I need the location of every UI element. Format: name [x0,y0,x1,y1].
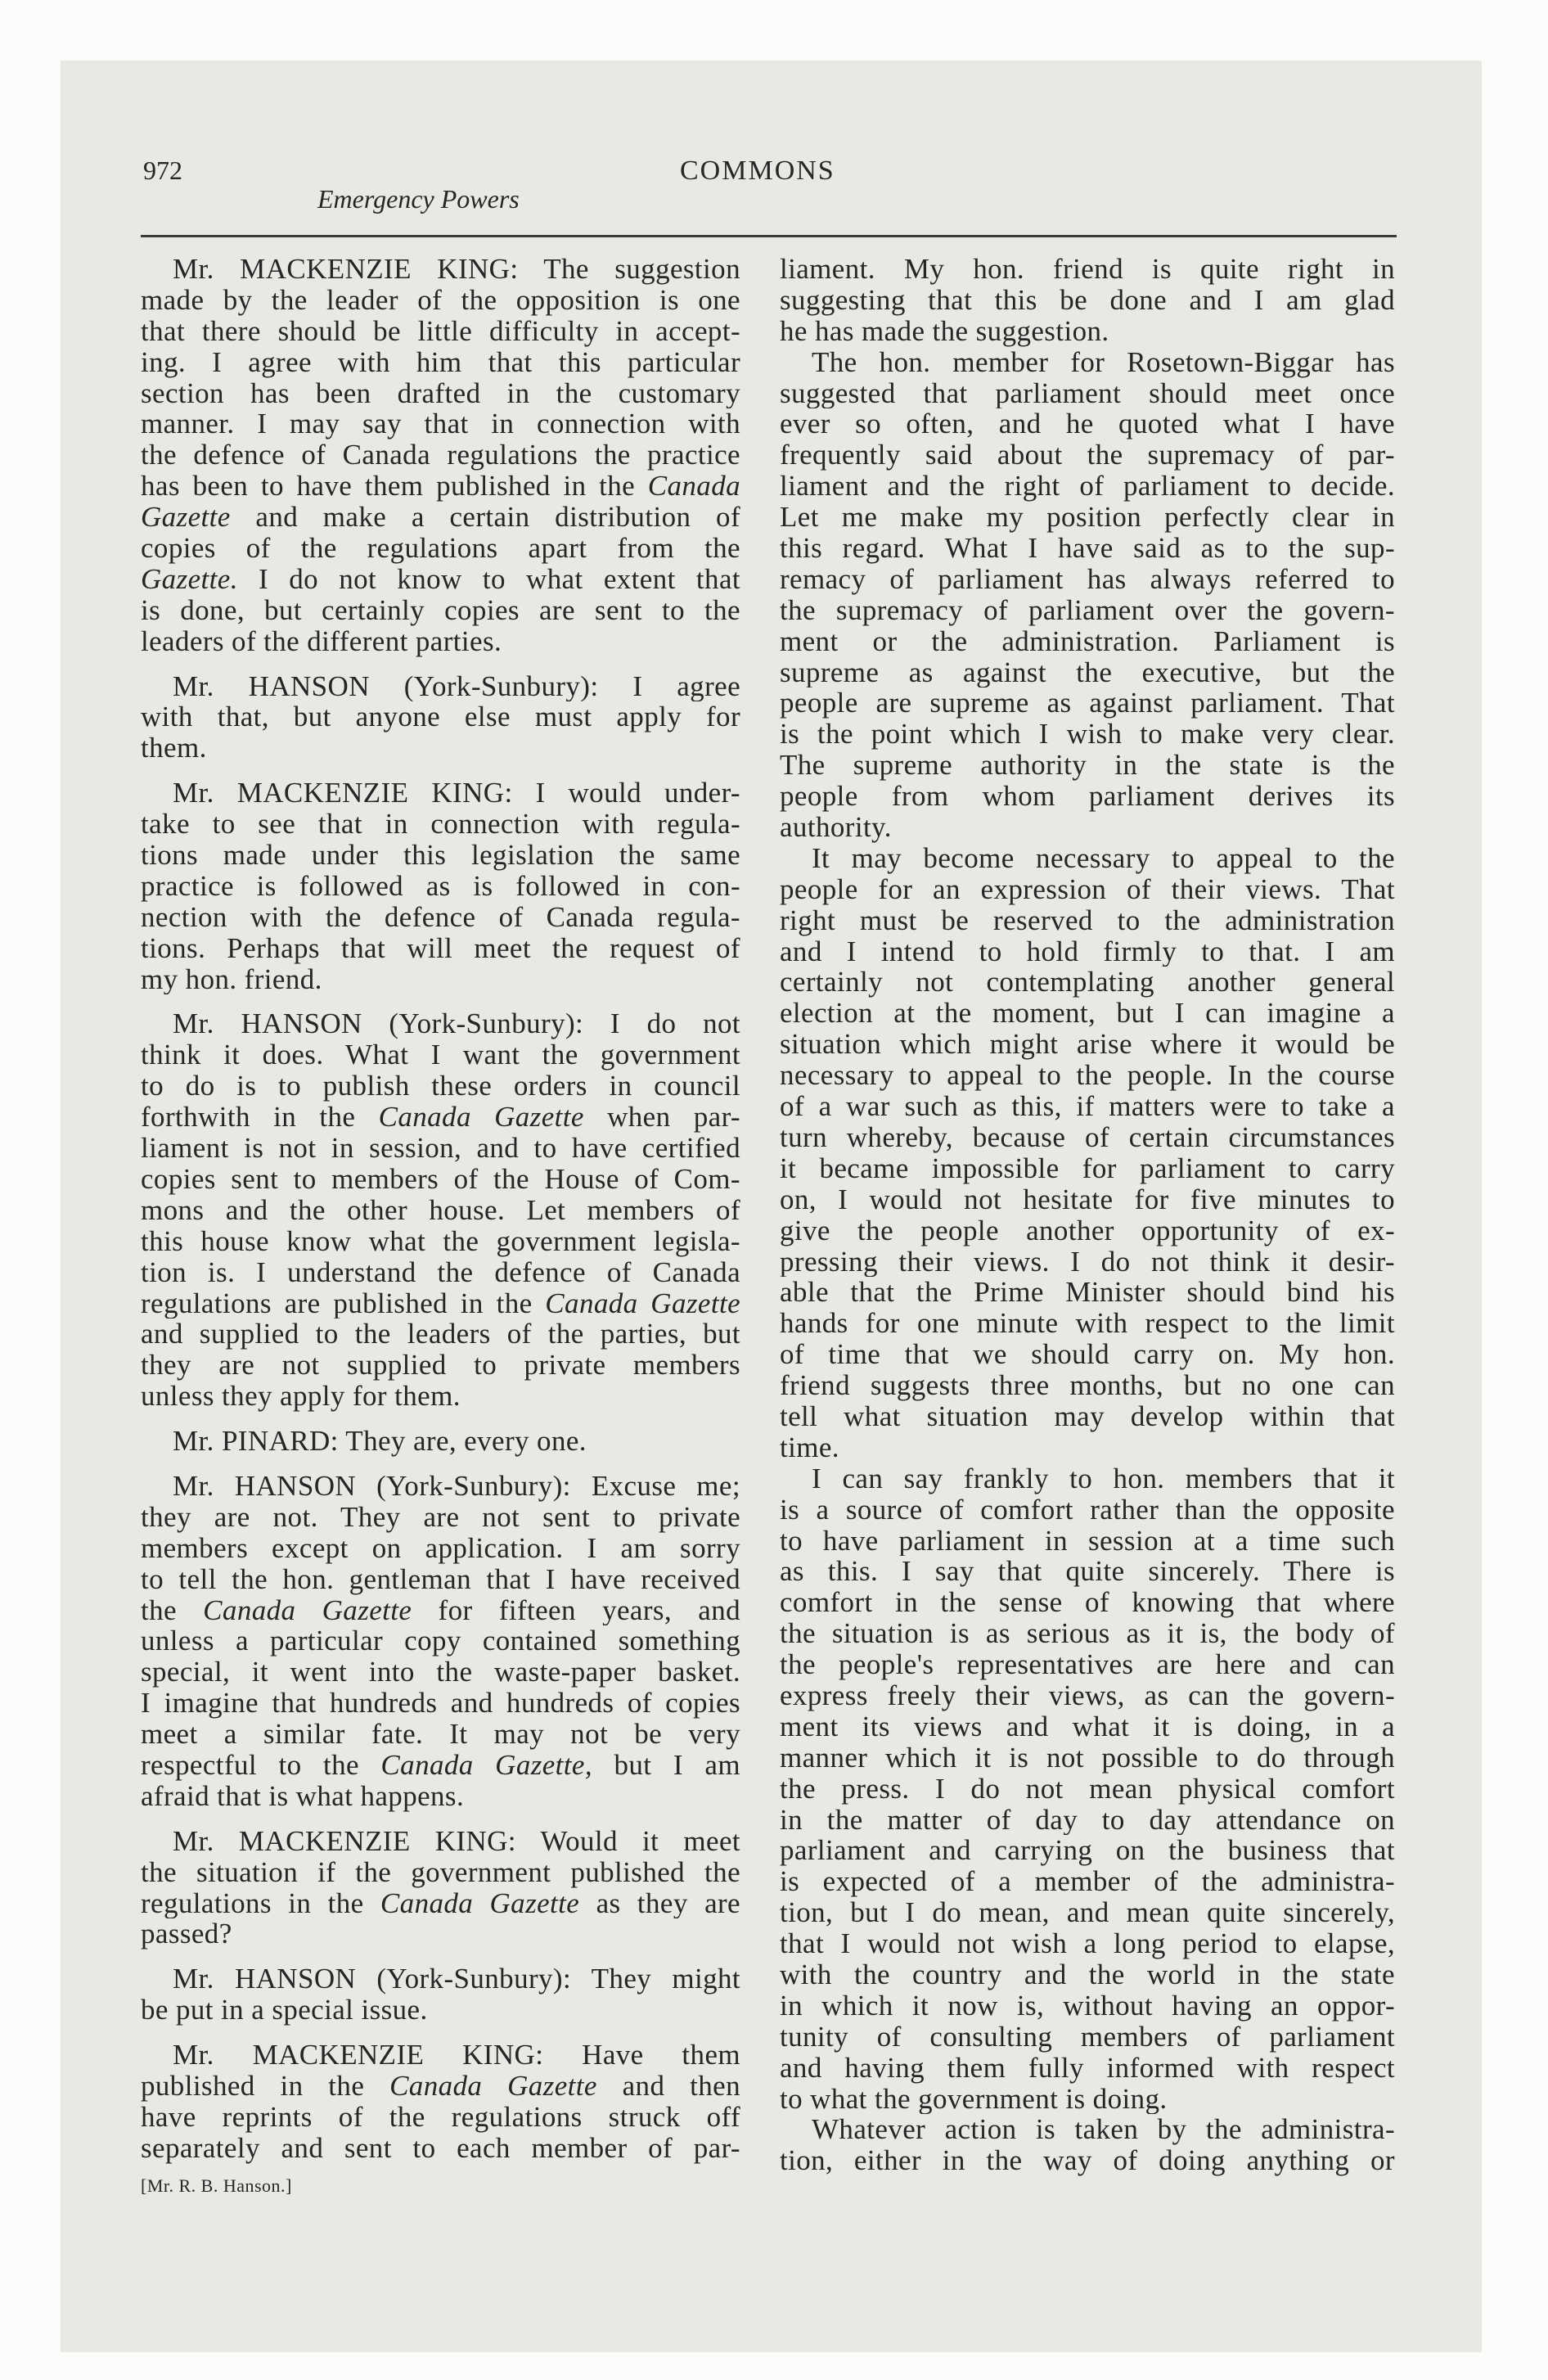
line-text: and then [596,2070,740,2102]
line-text: is a source of comfort rather than the opposite [780,1494,1395,1526]
line-text: It may become necessary to appeal to the [812,842,1395,874]
line-text: able that the Prime Minister should bind his [780,1277,1395,1309]
text-line [780,408,1395,439]
line-text: liament. My hon. friend is quite right in [780,254,1395,285]
text-line [780,1153,1395,1184]
line-text: forthwith in the [141,1102,379,1134]
line-text: regulations in the [141,1887,380,1919]
text-line [780,2114,1395,2145]
line-text: of a war such as this, if matters were to take a [780,1091,1395,1122]
line-text: express freely their views, as can the govern- [780,1679,1395,1711]
text-line [780,347,1395,378]
text-line [780,2022,1395,2053]
text-line [141,1318,740,1350]
line-text: I can say frankly to hon. members that it [812,1463,1395,1494]
line-text: of time that we should carry on. My hon. [780,1339,1395,1371]
text-line [141,1625,740,1657]
text-line [141,1719,740,1750]
text-line [780,1463,1395,1494]
line-text: comfort in the sense of knowing that where [780,1587,1395,1619]
line-text: the supremacy of parliament over the govern- [780,594,1395,626]
text-line [780,502,1395,533]
text-line [141,1502,740,1533]
text-line [141,1008,740,1039]
text-line [141,933,740,964]
line-text: take to see that in connection with regula- [141,809,740,841]
text-line [141,1226,740,1257]
text-line [780,1618,1395,1649]
line-text: on, I would not hesitate for five minutes to [780,1183,1395,1215]
text-line [141,809,740,840]
text-line [141,1288,740,1319]
line-text: members except on application. I am sorry [141,1532,740,1564]
line-text: and I intend to hold firmly to that. I am [780,935,1395,967]
line-text: tion, but I do mean, and mean quite sincerely, [780,1897,1395,1929]
text-line [780,254,1395,285]
text-line [141,502,740,533]
running-head: Emergency Powers [317,184,520,214]
text-line [780,1866,1395,1897]
speech-paragraph [141,671,740,764]
text-line [141,1426,740,1457]
line-text: them. [141,732,207,764]
text-line [780,285,1395,316]
speech-paragraph [141,2040,740,2164]
text-line [141,1350,740,1381]
speaker-name: Mr. HANSON (York-Sunbury): [173,1470,571,1502]
italic-text: Canada Gazette, [380,1749,593,1781]
speaker-name: Mr. PINARD: [173,1426,339,1457]
line-text: people for an expression of their views. That [780,873,1395,905]
text-line [780,874,1395,905]
text-line [780,378,1395,409]
line-text: The hon. member for Rosetown-Biggar has [812,346,1395,378]
line-text: tunity of consulting members of parliament [780,2021,1395,2053]
line-text: They are, every one. [345,1426,587,1457]
text-line [780,1742,1395,1774]
text-line [780,687,1395,719]
text-line [780,812,1395,843]
italic-text: Canada [647,471,740,503]
line-text: tion, either in the way of doing anything or [780,2145,1395,2177]
line-text: turn whereby, because of certain circumstances [780,1121,1395,1153]
line-text: give the people another opportunity of ex- [780,1215,1395,1246]
text-line [780,1494,1395,1526]
text-line [780,1401,1395,1432]
line-text: as this. I say that quite sincerely. There is [780,1556,1395,1588]
text-line [780,1897,1395,1928]
text-line [141,533,740,564]
line-text: manner. I may say that in connection with [141,408,740,440]
line-text: passed? [141,1918,232,1950]
line-text: tions made under this legislation the same [141,840,740,871]
text-line [141,1195,740,1226]
text-line [141,1133,740,1164]
line-text: tion is. I understand the defence of Canada [141,1256,740,1288]
line-text: as they are [579,1887,740,1919]
document-page [61,61,1482,2352]
text-line [780,2053,1395,2084]
text-line [780,1060,1395,1091]
line-text: liament is not in session, and to have certified [141,1133,740,1164]
line-text: manner which it is not possible to do through [780,1742,1395,1774]
text-line [780,1246,1395,1278]
paragraph [780,843,1395,1463]
text-line [141,626,740,657]
line-text: to have parliament in session at a time such [780,1525,1395,1557]
line-text: this regard. What I have said as to the sup- [780,533,1395,564]
line-text: that I would not wish a long period to elapse, [780,1928,1395,1959]
text-line [141,2071,740,2102]
line-text: special, it went into the waste-paper basket. [141,1657,740,1688]
line-text: They might [591,1963,740,1995]
text-line [141,1750,740,1781]
text-line [141,902,740,933]
line-text: but I am [592,1749,740,1781]
text-line [780,1277,1395,1308]
text-line [780,1680,1395,1711]
text-line [780,2145,1395,2176]
text-line [780,626,1395,657]
text-line [780,998,1395,1029]
line-text: nection with the defence of Canada regula- [141,901,740,933]
speech-paragraph [141,1471,740,1812]
text-line [780,843,1395,874]
line-text: frequently said about the supremacy of par- [780,439,1395,471]
text-line [141,1826,740,1857]
line-text: Have them [582,2040,740,2071]
line-text: my hon. friend. [141,963,322,995]
text-line [141,732,740,764]
line-text: and supplied to the leaders of the parties, but [141,1318,740,1350]
header-rule [141,235,1397,237]
text-line [780,905,1395,936]
line-text: with the country and the world in the state [780,1959,1395,1990]
speech-paragraph [141,1008,740,1412]
line-text: unless they apply for them. [141,1381,461,1413]
line-text: that there should be little difficulty in accept- [141,315,740,347]
text-line [141,778,740,809]
text-line [141,1781,740,1812]
text-line [141,316,740,347]
text-line [141,1657,740,1688]
text-line [780,1835,1395,1866]
text-line [780,1370,1395,1401]
text-line [141,1164,740,1195]
line-text: with that, but anyone else must apply for [141,701,740,733]
line-text: hands for one minute with respect to the limit [780,1308,1395,1340]
text-line [780,1339,1395,1370]
line-text: for fifteen years, and [412,1594,740,1626]
line-text: tions. Perhaps that will meet the request of [141,932,740,964]
text-line [780,1587,1395,1618]
line-text: they are not supplied to private members [141,1350,740,1382]
line-text: be put in a special issue. [141,1995,428,2026]
right-column [780,254,1395,2176]
line-text: they are not. They are not sent to private [141,1501,740,1533]
line-text: supreme as against the executive, but the [780,656,1395,688]
line-text: is done, but certainly copies are sent to the [141,594,740,626]
line-text: mons and the other house. Let members of [141,1194,740,1226]
line-text: situation which might arise where it would be [780,1029,1395,1061]
text-line [780,1959,1395,1990]
text-line [141,1888,740,1919]
text-line [141,1071,740,1102]
speech-paragraph [141,778,740,994]
text-line [141,840,740,871]
text-line [141,439,740,471]
speaker-name: Mr. HANSON (York-Sunbury): [173,1008,584,1040]
line-text: ing. I agree with him that this particular [141,346,740,378]
line-text: ever so often, and he quoted what I have [780,408,1395,440]
line-text: practice is followed as is followed in con- [141,870,740,902]
line-text: the press. I do not mean physical comfort [780,1773,1395,1805]
line-text: I would under- [535,778,740,809]
text-line [780,1184,1395,1215]
speech-paragraph [141,1826,740,1950]
text-line [780,2084,1395,2115]
text-line [141,1039,740,1071]
line-text: liament and the right of parliament to decide. [780,471,1395,503]
paragraph [780,1463,1395,2115]
text-line [780,1649,1395,1680]
italic-text: Canada Gazette [378,1102,584,1134]
line-text: in the matter of day to day attendance on [780,1804,1395,1836]
speaker-name: Mr. MACKENZIE KING: [173,254,519,285]
line-text: tell what situation may develop within that [780,1400,1395,1432]
paragraph [780,2114,1395,2176]
text-line [141,1257,740,1288]
line-text: The suggestion [543,254,740,285]
line-text: leaders of the different parties. [141,625,502,657]
line-text: I do not [610,1008,740,1040]
line-text: the people's representatives are here and can [780,1649,1395,1680]
text-line [780,750,1395,781]
text-line [780,1308,1395,1339]
text-line [780,781,1395,812]
line-text: this house know what the government legisla- [141,1225,740,1257]
line-text: right must be reserved to the administration [780,904,1395,936]
text-line [141,1688,740,1719]
text-line [141,1533,740,1564]
line-text: certainly not contemplating another general [780,967,1395,998]
text-line [141,701,740,732]
line-text: Would it meet [540,1825,740,1857]
line-text: and make a certain distribution of [230,502,740,534]
italic-text: Gazette. [141,563,238,595]
text-line [780,1556,1395,1587]
text-line [141,254,740,285]
speaker-name: Mr. MACKENZIE KING: [173,2040,544,2071]
speaker-name: Mr. MACKENZIE KING: [173,1825,516,1857]
line-text: copies of the regulations apart from the [141,533,740,564]
line-text: think it does. What I want the government [141,1039,740,1071]
text-line [141,964,740,995]
text-line [141,1102,740,1133]
line-text: afraid that is what happens. [141,1780,465,1812]
text-line [780,1122,1395,1153]
italic-text: Canada Gazette [203,1594,412,1626]
line-text: in which it now is, without having an oppor- [780,1990,1395,2022]
line-text: to what the government is doing. [780,2083,1168,2115]
line-text: made by the leader of the opposition is one [141,284,740,316]
italic-text: Canada Gazette [545,1287,740,1319]
italic-text: Gazette [141,502,231,534]
line-text: copies sent to members of the House of Com- [141,1163,740,1195]
speaker-name: Mr. HANSON (York-Sunbury): [173,1963,572,1995]
text-line [141,1564,740,1595]
text-line [780,1990,1395,2022]
paragraph [780,347,1395,843]
text-line [141,1857,740,1888]
line-text: The supreme authority in the state is the [780,750,1395,782]
speech-paragraph [141,254,740,657]
text-line [141,408,740,439]
line-text: Let me make my position perfectly clear in [780,502,1395,534]
line-text: published in the [141,2070,390,2102]
text-line [141,1995,740,2026]
line-text: Excuse me; [591,1470,740,1502]
text-line [780,595,1395,626]
text-line [780,439,1395,471]
line-text: I do not know to what extent that [237,563,740,595]
text-line [780,316,1395,347]
text-line [141,285,740,316]
page-number: 972 [143,156,182,185]
text-line [141,2133,740,2164]
text-line [780,719,1395,750]
text-line [780,1029,1395,1060]
text-line [141,347,740,378]
line-text: to tell the hon. gentleman that I have received [141,1563,740,1595]
line-text: election at the moment, but I can imagine a [780,998,1395,1030]
text-line [780,1526,1395,1557]
line-text: I imagine that hundreds and hundreds of copies [141,1688,740,1720]
speech-paragraph [141,1426,740,1457]
text-line [141,871,740,902]
line-text: when par- [583,1102,740,1134]
text-line [780,533,1395,564]
line-text: the situation is as serious as it is, the body of [780,1618,1395,1650]
page-title: COMMONS [680,156,835,186]
speech-paragraph [141,1963,740,2026]
text-line [780,471,1395,502]
line-text: ment or the administration. Parliament is [780,625,1395,657]
line-text: the situation if the government published the [141,1856,740,1888]
text-line [141,2102,740,2133]
line-text: section has been drafted in the customary [141,377,740,409]
line-text: suggested that parliament should meet once [780,377,1395,409]
text-line [780,564,1395,595]
text-line [141,1595,740,1626]
line-text: I agree [632,670,740,702]
text-line [141,378,740,409]
line-text: separately and sent to each member of par- [141,2132,740,2164]
line-text: the [141,1594,204,1626]
line-text: is the point which I wish to make very clear. [780,719,1395,751]
paragraph [780,254,1395,347]
text-line [780,1774,1395,1805]
italic-text: Canada Gazette [389,2070,597,2102]
text-line [141,595,740,626]
left-column [141,254,740,2164]
line-text: to do is to publish these orders in council [141,1071,740,1102]
text-line [141,1381,740,1412]
speaker-attribution: [Mr. R. B. Hanson.] [141,2175,292,2196]
line-text: has been to have them published in the [141,471,648,503]
line-text: the defence of Canada regulations the practice [141,439,740,471]
line-text: parliament and carrying on the business that [780,1835,1395,1867]
line-text: and having them fully informed with respect [780,2052,1395,2084]
italic-text: Canada Gazette [380,1887,580,1919]
text-line [141,1471,740,1502]
text-line [141,471,740,502]
text-line [780,936,1395,967]
line-text: he has made the suggestion. [780,315,1109,347]
line-text: ment its views and what it is doing, in a [780,1711,1395,1742]
line-text: necessary to appeal to the people. In the course [780,1060,1395,1092]
line-text: friend suggests three months, but no one can [780,1370,1395,1401]
line-text: authority. [780,812,892,843]
line-text: have reprints of the regulations struck off [141,2101,740,2133]
line-text: remacy of parliament has always referred to [780,563,1395,595]
line-text: it became impossible for parliament to carry [780,1152,1395,1184]
line-text: people are supreme as against parliament. That [780,687,1395,719]
line-text: is expected of a member of the administra- [780,1866,1395,1898]
text-line [780,657,1395,688]
text-line [141,671,740,702]
text-line [141,1918,740,1950]
text-line [780,1805,1395,1836]
text-line [780,1432,1395,1463]
line-text: time. [780,1431,839,1463]
text-line [780,1711,1395,1742]
text-line [141,564,740,595]
line-text: respectful to the [141,1749,381,1781]
text-line [780,1928,1395,1959]
line-text: regulations are published in the [141,1287,546,1319]
speaker-name: Mr. MACKENZIE KING: [173,778,513,809]
line-text: suggesting that this be done and I am glad [780,284,1395,316]
line-text: people from whom parliament derives its [780,781,1395,813]
text-line [780,967,1395,998]
line-text: unless a particular copy contained something [141,1625,740,1657]
text-line [780,1215,1395,1246]
speaker-name: Mr. HANSON (York-Sunbury): [173,670,599,702]
text-line [780,1091,1395,1122]
line-text: Whatever action is taken by the administra- [812,2114,1395,2146]
line-text: pressing their views. I do not think it desir- [780,1246,1395,1278]
text-line [141,1963,740,1995]
text-line [141,2040,740,2071]
line-text: meet a similar fate. It may not be very [141,1719,740,1750]
